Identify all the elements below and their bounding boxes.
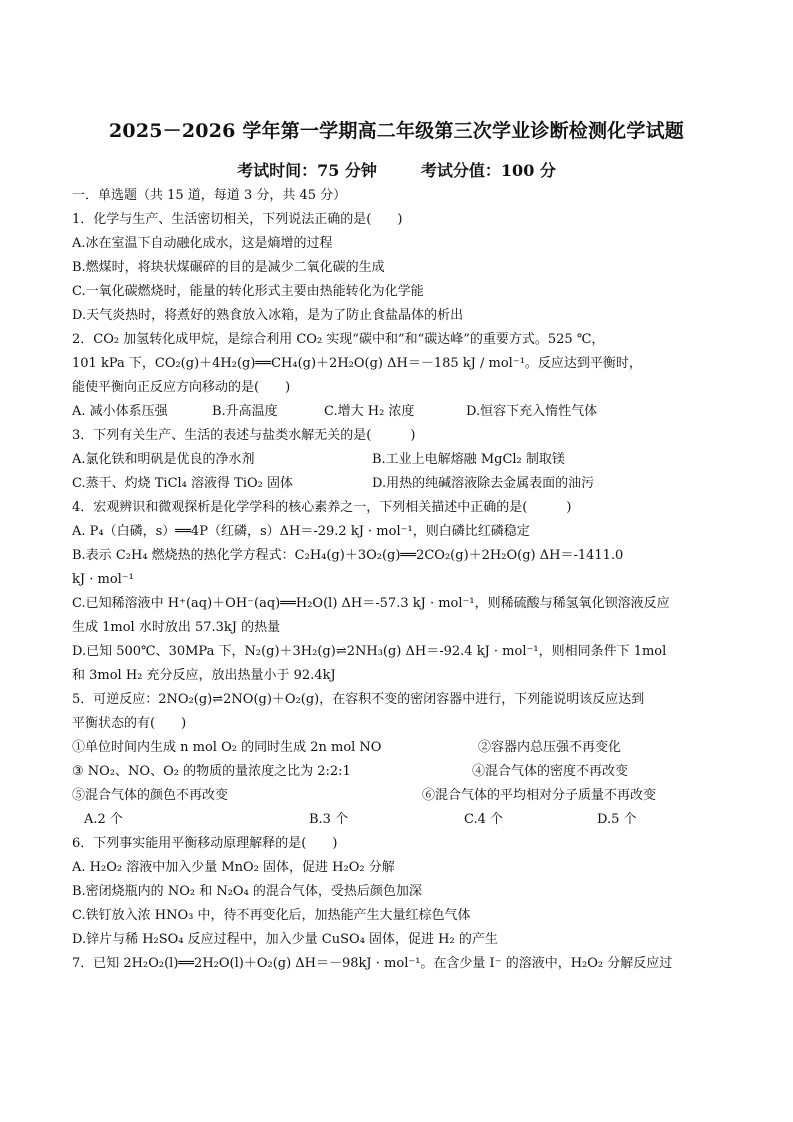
- q6-option-a: A. H₂O₂ 溶液中加入少量 MnO₂ 固体，促进 H₂O₂ 分解: [72, 860, 395, 875]
- q2-stem-line3: 能使平衡向正反应方向移动的是( ): [72, 380, 291, 395]
- q3-options-ab: [72, 448, 732, 472]
- q2-stem-line1: 2．CO₂ 加氢转化成甲烷，是综合利用 CO₂ 实现“碳中和”和“碳达峰”的重要方式。525 ℃，: [72, 332, 605, 347]
- exam-info: [0, 158, 793, 181]
- q5-item-5: ⑤混合气体的颜色不再改变: [72, 788, 229, 803]
- q1-option-a: A.冰在室温下自动融化成水，这是熵增的过程: [72, 236, 333, 251]
- exam-score: 考试分值：100 分: [420, 161, 556, 180]
- q2-option-b: B.升高温度: [212, 404, 278, 419]
- q1-option-c: C.一氧化碳燃烧时，能量的转化形式主要由热能转化为化学能: [72, 284, 424, 299]
- q3-stem: 3．下列有关生产、生活的表述与盐类水解无关的是( ): [72, 428, 416, 443]
- q6-option-c: C.铁钉放入浓 HNO₃ 中，待不再变化后，加热能产生大量红棕色气体: [72, 908, 471, 923]
- q4-option-b-line1: B.表示 C₂H₄ 燃烧热的热化学方程式：C₂H₄(g)＋3O₂(g)══2CO₂(g)＋2H₂O(g) ΔH＝-1411.0: [72, 548, 624, 563]
- q5-stem-line2: 平衡状态的有( ): [72, 716, 187, 731]
- q5-item-1: ①单位时间内生成 n mol O₂ 的同时生成 2n mol NO: [72, 740, 382, 755]
- q3-option-c: C.蒸干、灼烧 TiCl₄ 溶液得 TiO₂ 固体: [72, 476, 293, 491]
- q1-stem: 1．化学与生产、生活密切相关，下列说法正确的是( ): [72, 212, 403, 227]
- q6-option-d: D.锌片与稀 H₂SO₄ 反应过程中，加入少量 CuSO₄ 固体，促进 H₂ 的产生: [72, 932, 498, 947]
- q5-item-2: ②容器内总压强不再变化: [478, 740, 622, 755]
- q1-option-b: B.燃煤时，将块状煤碾碎的目的是减少二氧化碳的生成: [72, 260, 385, 275]
- q5-item-6: ⑥混合气体的平均相对分子质量不再改变: [422, 788, 657, 803]
- q5-option-c: C.4 个: [464, 812, 504, 827]
- q3-option-b: B.工业上电解熔融 MgCl₂ 制取镁: [372, 452, 565, 467]
- q5-option-a: A.2 个: [84, 812, 123, 827]
- exam-body: [72, 184, 732, 976]
- exam-title: 2025－2026 学年第一学期高二年级第三次学业诊断检测化学试题: [109, 120, 684, 142]
- q2-options: [72, 400, 732, 424]
- q5-options: [72, 808, 732, 832]
- q5-items-34: [72, 760, 732, 784]
- q5-items-56: [72, 784, 732, 808]
- q2-option-c: C.增大 H₂ 浓度: [324, 404, 415, 419]
- exam-time: 考试时间：75 分钟: [237, 161, 377, 180]
- q4-option-d-line2: 和 3mol H₂ 充分反应，放出热量小于 92.4kJ: [72, 668, 336, 683]
- q1-option-d: D.天气炎热时，将煮好的熟食放入冰箱，是为了防止食盐晶体的析出: [72, 308, 464, 323]
- q6-option-b: B.密闭烧瓶内的 NO₂ 和 N₂O₄ 的混合气体，受热后颜色加深: [72, 884, 422, 899]
- q3-option-d: D.用热的纯碱溶液除去金属表面的油污: [372, 476, 595, 491]
- q4-option-b-line2: kJ · mol⁻¹: [72, 572, 134, 587]
- q5-option-d: D.5 个: [597, 812, 637, 827]
- q5-item-3: ③ NO₂、NO、O₂ 的物质的量浓度之比为 2:2:1: [72, 764, 351, 779]
- q5-items-12: [72, 736, 732, 760]
- q4-option-d-line1: D.已知 500℃、30MPa 下，N₂(g)＋3H₂(g)⇌2NH₃(g) ΔH＝-92.4 kJ · mol⁻¹，则相同条件下 1mol: [72, 644, 667, 659]
- q2-option-a: A. 减小体系压强: [72, 404, 168, 419]
- q2-option-d: D.恒容下充入惰性气体: [466, 404, 598, 419]
- section-heading: 一．单选题（共 15 道，每道 3 分，共 45 分）: [72, 188, 347, 203]
- q6-stem: 6．下列事实能用平衡移动原理解释的是( ): [72, 836, 338, 851]
- q3-options-cd: [72, 472, 732, 496]
- q5-stem-line1: 5．可逆反应：2NO₂(g)⇌2NO(g)＋O₂(g)，在容积不变的密闭容器中进行，下列能说明该反应达到: [72, 692, 645, 707]
- q5-option-b: B.3 个: [309, 812, 349, 827]
- q7-stem: 7．已知 2H₂O₂(l)══2H₂O(l)＋O₂(g) ΔH＝－98kJ · mol⁻¹。在含少量 I⁻ 的溶液中，H₂O₂ 分解反应过: [72, 956, 673, 971]
- q4-option-c-line2: 生成 1mol 水时放出 57.3kJ 的热量: [72, 620, 281, 635]
- q3-option-a: A.氯化铁和明矾是优良的净水剂: [72, 452, 255, 467]
- q2-stem-line2: 101 kPa 下，CO₂(g)＋4H₂(g)══CH₄(g)＋2H₂O(g) ΔH＝－185 kJ / mol⁻¹。反应达到平衡时，: [72, 356, 642, 371]
- q4-option-c-line1: C.已知稀溶液中 H⁺(aq)＋OH⁻(aq)══H₂O(l) ΔH＝-57.3 kJ · mol⁻¹，则稀硫酸与稀氢氧化钡溶液反应: [72, 596, 670, 611]
- q5-item-4: ④混合气体的密度不再改变: [472, 764, 629, 779]
- q4-stem: 4．宏观辨识和微观探析是化学学科的核心素养之一，下列相关描述中正确的是( ): [72, 500, 572, 515]
- q4-option-a: A. P₄（白磷，s）══4P（红磷，s）ΔH＝-29.2 kJ · mol⁻¹，则白磷比红磷稳定: [72, 524, 530, 539]
